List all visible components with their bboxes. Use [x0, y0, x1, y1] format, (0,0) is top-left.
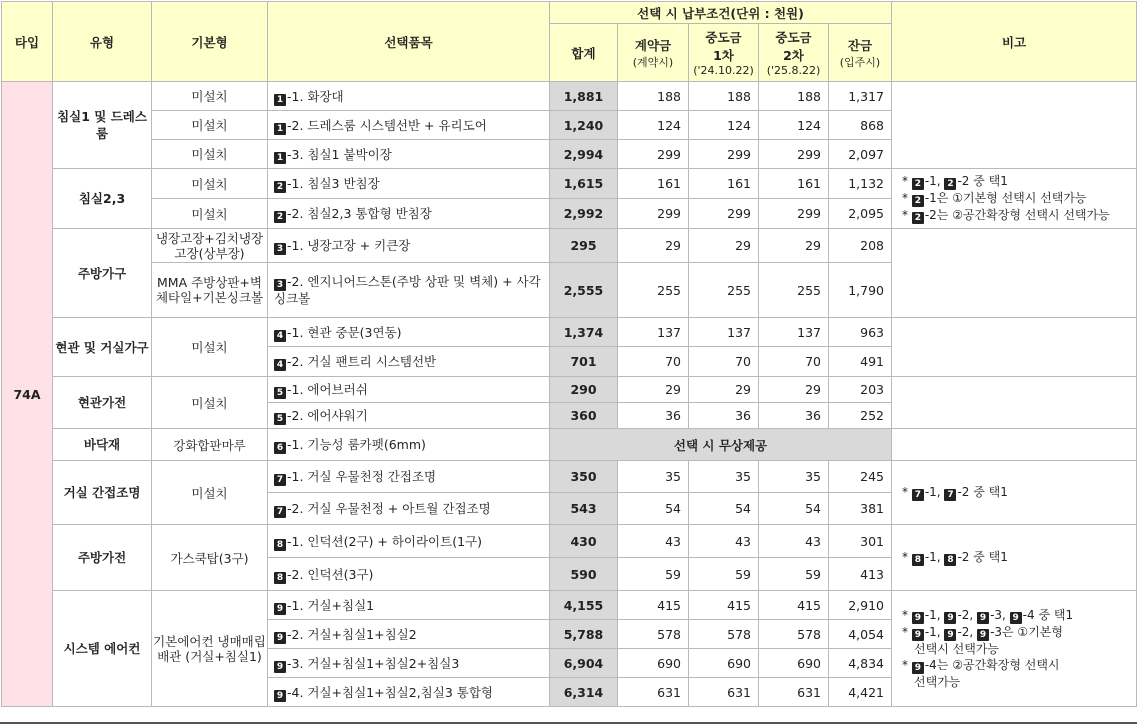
deposit-cell: 631 — [618, 678, 689, 707]
mid2-cell: 631 — [759, 678, 829, 707]
mid1-cell: 35 — [689, 461, 759, 493]
balance-cell: 381 — [829, 493, 892, 525]
item-cell: 1 -3. 침실1 붙박이장 — [268, 140, 550, 169]
balance-cell: 203 — [829, 377, 892, 403]
deposit-cell: 578 — [618, 620, 689, 649]
number-marker-icon: 2 — [912, 195, 924, 207]
option-price-table — [1, 1, 1137, 707]
number-marker-icon: 9 — [912, 629, 924, 641]
mid1-cell: 54 — [689, 493, 759, 525]
remark-line: 선택가능 — [914, 675, 961, 689]
total-cell: 1,881 — [550, 82, 618, 111]
header-type: 타입 — [2, 2, 53, 82]
item-cell: 6 -1. 기능성 룸카펫(6mm) — [268, 429, 550, 461]
total-cell: 2,555 — [550, 263, 618, 318]
item-cell: 9 -4. 거실+침실1+침실2,침실3 통합형 — [268, 678, 550, 707]
remarks-cell — [892, 591, 1137, 707]
total-cell: 1,374 — [550, 318, 618, 347]
number-marker-icon: 8 — [274, 572, 286, 584]
item-cell: 5 -2. 에어샤워기 — [268, 403, 550, 429]
mid2-cell: 54 — [759, 493, 829, 525]
item-cell: 4 -2. 거실 팬트리 시스템선반 — [268, 347, 550, 377]
group-g6: 바닥재 — [53, 429, 152, 461]
mid1-cell: 29 — [689, 229, 759, 263]
mid2-cell: 299 — [759, 140, 829, 169]
deposit-cell: 255 — [618, 263, 689, 318]
number-marker-icon: 2 — [944, 178, 956, 190]
header-deposit: 계약금 (계약시) — [618, 24, 689, 82]
number-marker-icon: 1 — [274, 94, 286, 106]
number-marker-icon: 8 — [274, 539, 286, 551]
deposit-cell: 299 — [618, 140, 689, 169]
table-row — [2, 229, 1137, 263]
number-marker-icon: 9 — [274, 603, 286, 615]
basic-cell: 미설치 — [152, 140, 268, 169]
mid2-cell: 43 — [759, 525, 829, 558]
number-marker-icon: 3 — [274, 243, 286, 255]
deposit-cell: 59 — [618, 558, 689, 591]
mid2-cell: 124 — [759, 111, 829, 140]
basic-cell: 미설치 — [152, 377, 268, 429]
table-row — [2, 429, 1137, 461]
total-cell: 350 — [550, 461, 618, 493]
deposit-cell: 137 — [618, 318, 689, 347]
item-cell: 9 -2. 거실+침실1+침실2 — [268, 620, 550, 649]
header-mid2: 중도금 2차 ('25.8.22) — [759, 24, 829, 82]
remarks-cell — [892, 169, 1137, 229]
item-cell: 4 -1. 현관 중문(3연동) — [268, 318, 550, 347]
remark-line: * 2 -2는 ②공간확장형 선택시 선택가능 — [902, 208, 1110, 223]
number-marker-icon: 9 — [274, 632, 286, 644]
deposit-cell: 124 — [618, 111, 689, 140]
header-remarks: 비고 — [892, 2, 1137, 82]
group-g1: 침실1 및 드레스룸 — [53, 82, 152, 169]
total-cell: 1,615 — [550, 169, 618, 199]
remarks-cell-empty — [892, 229, 1137, 318]
mid1-cell: 415 — [689, 591, 759, 620]
remarks-cell-empty — [892, 318, 1137, 377]
total-cell: 1,240 — [550, 111, 618, 140]
number-marker-icon: 2 — [274, 211, 286, 223]
basic-cell: 미설치 — [152, 199, 268, 229]
number-marker-icon: 7 — [912, 489, 924, 501]
item-cell: 7 -1. 거실 우물천정 간접조명 — [268, 461, 550, 493]
mid2-cell: 35 — [759, 461, 829, 493]
mid2-cell: 36 — [759, 403, 829, 429]
remark-line: * 9 -1, 9 -2, 9 -3은 ①기본형 — [902, 625, 1063, 640]
group-g9: 시스템 에어컨 — [53, 591, 152, 707]
number-marker-icon: 9 — [977, 612, 989, 624]
deposit-cell: 161 — [618, 169, 689, 199]
remarks-cell-empty — [892, 429, 1137, 461]
deposit-cell: 35 — [618, 461, 689, 493]
number-marker-icon: 7 — [944, 489, 956, 501]
header-payment-group: 선택 시 납부조건(단위 : 천원) — [550, 2, 892, 24]
number-marker-icon: 7 — [274, 506, 286, 518]
mid1-cell: 188 — [689, 82, 759, 111]
deposit-cell: 29 — [618, 229, 689, 263]
mid1-cell: 43 — [689, 525, 759, 558]
remarks-cell-empty — [892, 82, 1137, 169]
basic-cell: 미설치 — [152, 82, 268, 111]
balance-cell: 413 — [829, 558, 892, 591]
balance-cell: 301 — [829, 525, 892, 558]
number-marker-icon: 2 — [912, 178, 924, 190]
total-cell: 295 — [550, 229, 618, 263]
number-marker-icon: 3 — [274, 279, 286, 291]
mid2-cell: 29 — [759, 229, 829, 263]
item-cell: 8 -1. 인덕션(2구) + 하이라이트(1구) — [268, 525, 550, 558]
total-cell: 543 — [550, 493, 618, 525]
number-marker-icon: 2 — [912, 212, 924, 224]
table-row — [2, 377, 1137, 403]
basic-cell: 미설치 — [152, 318, 268, 377]
mid2-cell: 59 — [759, 558, 829, 591]
number-marker-icon: 9 — [944, 629, 956, 641]
remark-line: * 7 -1, 7 -2 중 택1 — [902, 485, 1008, 500]
balance-cell: 4,834 — [829, 649, 892, 678]
group-g8: 주방가전 — [53, 525, 152, 591]
deposit-cell: 36 — [618, 403, 689, 429]
balance-cell: 2,095 — [829, 199, 892, 229]
remark-line: 선택시 선택가능 — [914, 642, 999, 656]
group-g7: 거실 간접조명 — [53, 461, 152, 525]
total-cell: 4,155 — [550, 591, 618, 620]
basic-cell: 기본에어컨 냉매매립배관 (거실+침실1) — [152, 591, 268, 707]
mid1-cell: 578 — [689, 620, 759, 649]
mid2-cell: 161 — [759, 169, 829, 199]
deposit-cell: 415 — [618, 591, 689, 620]
balance-cell: 245 — [829, 461, 892, 493]
balance-cell: 2,097 — [829, 140, 892, 169]
balance-cell: 208 — [829, 229, 892, 263]
item-cell: 9 -1. 거실+침실1 — [268, 591, 550, 620]
item-cell: 5 -1. 에어브러쉬 — [268, 377, 550, 403]
mid2-cell: 70 — [759, 347, 829, 377]
deposit-cell: 29 — [618, 377, 689, 403]
total-cell: 290 — [550, 377, 618, 403]
total-cell: 590 — [550, 558, 618, 591]
mid1-cell: 631 — [689, 678, 759, 707]
number-marker-icon: 7 — [274, 474, 286, 486]
number-marker-icon: 9 — [912, 662, 924, 674]
free-provision-cell: 선택 시 무상제공 — [550, 429, 892, 461]
total-cell: 701 — [550, 347, 618, 377]
mid1-cell: 29 — [689, 377, 759, 403]
header-item: 선택품목 — [268, 2, 550, 82]
basic-cell: 미설치 — [152, 461, 268, 525]
mid1-cell: 299 — [689, 199, 759, 229]
remark-line: * 9 -4는 ②공간확장형 선택시 — [902, 658, 1060, 673]
number-marker-icon: 9 — [1010, 612, 1022, 624]
total-cell: 2,992 — [550, 199, 618, 229]
number-marker-icon: 6 — [274, 442, 286, 454]
number-marker-icon: 9 — [912, 612, 924, 624]
item-cell: 8 -2. 인덕션(3구) — [268, 558, 550, 591]
header-category: 유형 — [53, 2, 152, 82]
remark-line: * 2 -1, 2 -2 중 택1 — [902, 174, 1008, 189]
item-cell: 2 -1. 침실3 반침장 — [268, 169, 550, 199]
mid1-cell: 255 — [689, 263, 759, 318]
deposit-cell: 43 — [618, 525, 689, 558]
number-marker-icon: 8 — [944, 554, 956, 566]
remark-line: * 8 -1, 8 -2 중 택1 — [902, 550, 1008, 565]
mid1-cell: 137 — [689, 318, 759, 347]
mid1-cell: 59 — [689, 558, 759, 591]
basic-cell: 강화합판마루 — [152, 429, 268, 461]
mid1-cell: 299 — [689, 140, 759, 169]
balance-cell: 963 — [829, 318, 892, 347]
balance-cell: 4,054 — [829, 620, 892, 649]
mid2-cell: 578 — [759, 620, 829, 649]
basic-cell: 미설치 — [152, 169, 268, 199]
remarks-cell — [892, 461, 1137, 525]
basic-cell: 가스쿡탑(3구) — [152, 525, 268, 591]
remark-line: * 9 -1, 9 -2, 9 -3, 9 -4 중 택1 — [902, 608, 1074, 623]
mid1-cell: 70 — [689, 347, 759, 377]
header-total: 합계 — [550, 24, 618, 82]
item-cell: 3 -2. 엔지니어드스톤(주방 상판 및 벽체) + 사각싱크볼 — [268, 263, 550, 318]
item-cell: 3 -1. 냉장고장 + 키큰장 — [268, 229, 550, 263]
basic-cell: MMA 주방상판+벽체타일+기본싱크볼 — [152, 263, 268, 318]
header-balance: 잔금 (입주시) — [829, 24, 892, 82]
group-g3: 주방가구 — [53, 229, 152, 318]
table-row — [2, 525, 1137, 558]
remarks-cell-empty — [892, 377, 1137, 429]
number-marker-icon: 4 — [274, 330, 286, 342]
deposit-cell: 188 — [618, 82, 689, 111]
mid2-cell: 299 — [759, 199, 829, 229]
unit-type-cell: 74A — [2, 82, 53, 707]
mid1-cell: 124 — [689, 111, 759, 140]
total-cell: 5,788 — [550, 620, 618, 649]
number-marker-icon: 9 — [977, 629, 989, 641]
mid1-cell: 36 — [689, 403, 759, 429]
item-cell: 9 -3. 거실+침실1+침실2+침실3 — [268, 649, 550, 678]
number-marker-icon: 5 — [274, 413, 286, 425]
bottom-divider — [0, 722, 1137, 724]
deposit-cell: 70 — [618, 347, 689, 377]
number-marker-icon: 9 — [944, 612, 956, 624]
number-marker-icon: 5 — [274, 387, 286, 399]
deposit-cell: 299 — [618, 199, 689, 229]
total-cell: 6,904 — [550, 649, 618, 678]
table-row — [2, 318, 1137, 347]
basic-cell: 냉장고장+김치냉장고장(상부장) — [152, 229, 268, 263]
number-marker-icon: 1 — [274, 123, 286, 135]
balance-cell: 2,910 — [829, 591, 892, 620]
header-mid1: 중도금 1차 ('24.10.22) — [689, 24, 759, 82]
balance-cell: 1,790 — [829, 263, 892, 318]
item-cell: 1 -2. 드레스룸 시스템선반 + 유리도어 — [268, 111, 550, 140]
total-cell: 430 — [550, 525, 618, 558]
group-g4: 현관 및 거실가구 — [53, 318, 152, 377]
mid2-cell: 137 — [759, 318, 829, 347]
number-marker-icon: 1 — [274, 152, 286, 164]
number-marker-icon: 9 — [274, 661, 286, 673]
mid2-cell: 255 — [759, 263, 829, 318]
balance-cell: 868 — [829, 111, 892, 140]
mid2-cell: 188 — [759, 82, 829, 111]
total-cell: 6,314 — [550, 678, 618, 707]
balance-cell: 252 — [829, 403, 892, 429]
item-cell: 7 -2. 거실 우물천정 + 아트월 간접조명 — [268, 493, 550, 525]
balance-cell: 1,317 — [829, 82, 892, 111]
number-marker-icon: 2 — [274, 181, 286, 193]
basic-cell: 미설치 — [152, 111, 268, 140]
number-marker-icon: 9 — [274, 690, 286, 702]
remarks-cell — [892, 525, 1137, 591]
total-cell: 360 — [550, 403, 618, 429]
mid1-cell: 690 — [689, 649, 759, 678]
deposit-cell: 690 — [618, 649, 689, 678]
table-row — [2, 591, 1137, 620]
item-cell: 2 -2. 침실2,3 통합형 반침장 — [268, 199, 550, 229]
balance-cell: 1,132 — [829, 169, 892, 199]
header-basic: 기본형 — [152, 2, 268, 82]
number-marker-icon: 8 — [912, 554, 924, 566]
group-g2: 침실2,3 — [53, 169, 152, 229]
mid2-cell: 690 — [759, 649, 829, 678]
table-row — [2, 169, 1137, 199]
mid2-cell: 29 — [759, 377, 829, 403]
item-cell: 1 -1. 화장대 — [268, 82, 550, 111]
balance-cell: 491 — [829, 347, 892, 377]
balance-cell: 4,421 — [829, 678, 892, 707]
table-row — [2, 82, 1137, 111]
deposit-cell: 54 — [618, 493, 689, 525]
mid2-cell: 415 — [759, 591, 829, 620]
remark-line: * 2 -1은 ①기본형 선택시 선택가능 — [902, 191, 1087, 206]
table-row — [2, 461, 1137, 493]
number-marker-icon: 4 — [274, 359, 286, 371]
total-cell: 2,994 — [550, 140, 618, 169]
mid1-cell: 161 — [689, 169, 759, 199]
group-g5: 현관가전 — [53, 377, 152, 429]
